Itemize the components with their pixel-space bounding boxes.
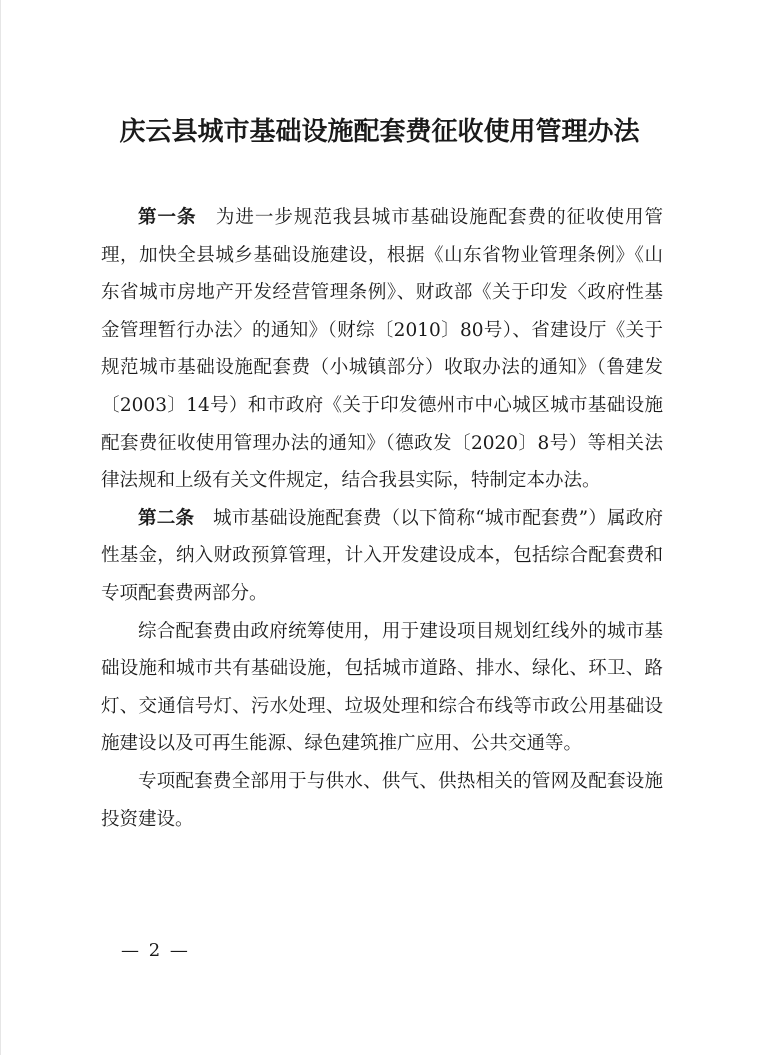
page-number: — 2 — — [121, 940, 190, 961]
document-body — [101, 199, 663, 838]
article-1-paragraph — [101, 199, 663, 500]
article-2-text: 城市基础设施配套费（以下简称“城市配套费”）属政府性基金，纳入财政预算管理，计入开发建设成本，包括综合配套费和专项配套费两部分。 — [101, 507, 663, 604]
article-2-paragraph — [101, 500, 663, 613]
comprehensive-fee-paragraph: 综合配套费由政府统筹使用，用于建设项目规划红线外的城市基础设施和城市共有基础设施，包括城市道路、排水、绿化、环卫、路灯、交通信号灯、污水处理、垃圾处理和综合布线等市政公用基础设施建设以及可再生能源、绿色建筑推广应用、公共交通等。 — [101, 620, 663, 755]
article-1-heading: 第一条 — [138, 207, 197, 228]
document-title: 庆云县城市基础设施配套费征收使用管理办法 — [119, 117, 640, 147]
article-1-text: 为进一步规范我县城市基础设施配套费的征收使用管理，加快全县城乡基础设施建设，根据《山东省物业管理条例》《山东省城市房地产开发经营管理条例》、财政部《关于印发〈政府性基金管理暂行办法〉的通知》（财综〔2010〕80号）、省建设厅《关于规范城市基础设施配套费（小城镇部分）收取办法的通知》（鲁建发〔2003〕14号）和市政府《关于印发德州市中心城区城市基础设施配套费征收使用管理办法的通知》（德政发〔2020〕8号）等相关法律法规和上级有关文件规定，结合我县实际，特制定本办法。 — [101, 207, 663, 492]
special-fee-paragraph: 专项配套费全部用于与供水、供气、供热相关的管网及配套设施投资建设。 — [101, 770, 663, 830]
article-2-heading: 第二条 — [138, 507, 195, 529]
